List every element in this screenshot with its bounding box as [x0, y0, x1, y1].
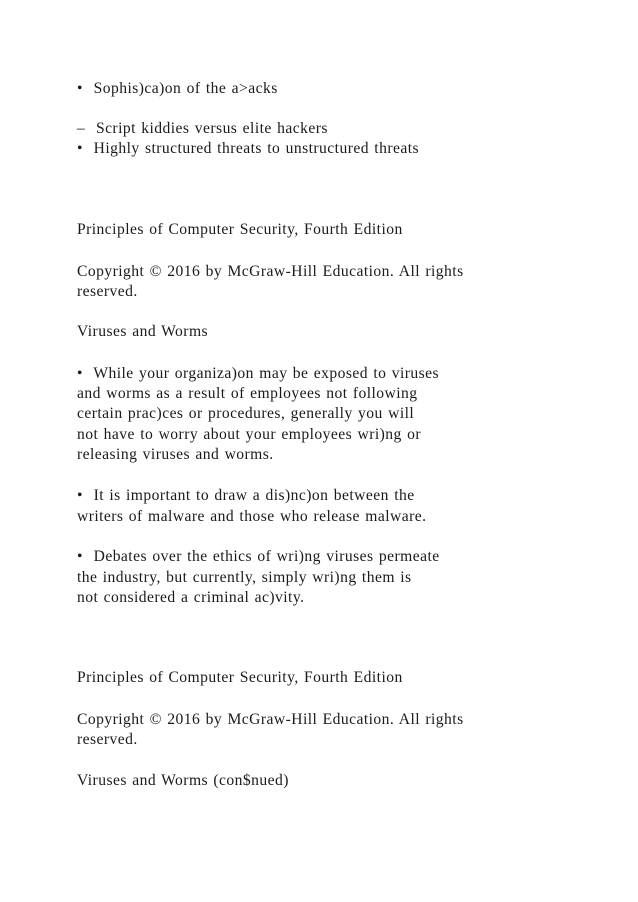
book-title: Principles of Computer Security, Fourth Edition	[77, 221, 403, 238]
section-heading: Viruses and Worms	[77, 323, 209, 340]
book-title: Principles of Computer Security, Fourth Edition	[77, 669, 403, 686]
paragraph-line: not considered a criminal ac)vity.	[77, 589, 305, 606]
paragraph-line: certain prac)ces or procedures, generally you will	[77, 405, 415, 422]
copyright-line: Copyright © 2016 by McGraw-Hill Education. All rights	[77, 711, 464, 728]
copyright-line: reserved.	[77, 283, 138, 300]
paragraph-line: releasing viruses and worms.	[77, 446, 274, 463]
paragraph-line: the industry, but currently, simply wri)ng them is	[77, 569, 412, 586]
paragraph-line: • While your organiza)on may be exposed to viruses	[77, 365, 440, 382]
section-heading: Viruses and Worms (con$nued)	[77, 772, 289, 789]
paragraph-line: • Debates over the ethics of wri)ng viruses permeate	[77, 548, 440, 565]
copyright-line: reserved.	[77, 731, 138, 748]
bullet-structured-threats: • Highly structured threats to unstructured threats	[77, 140, 420, 157]
copyright-line: Copyright © 2016 by McGraw-Hill Education. All rights	[77, 263, 464, 280]
paragraph-line: and worms as a result of employees not following	[77, 385, 418, 402]
dash-script-kiddies: – Script kiddies versus elite hackers	[77, 120, 328, 137]
paragraph-line: not have to worry about your employees wri)ng or	[77, 426, 421, 443]
paragraph-line: • It is important to draw a dis)nc)on between the	[77, 487, 415, 504]
bullet-sophistication: • Sophis)ca)on of the a>acks	[77, 80, 278, 97]
paragraph-line: writers of malware and those who release malware.	[77, 508, 427, 525]
